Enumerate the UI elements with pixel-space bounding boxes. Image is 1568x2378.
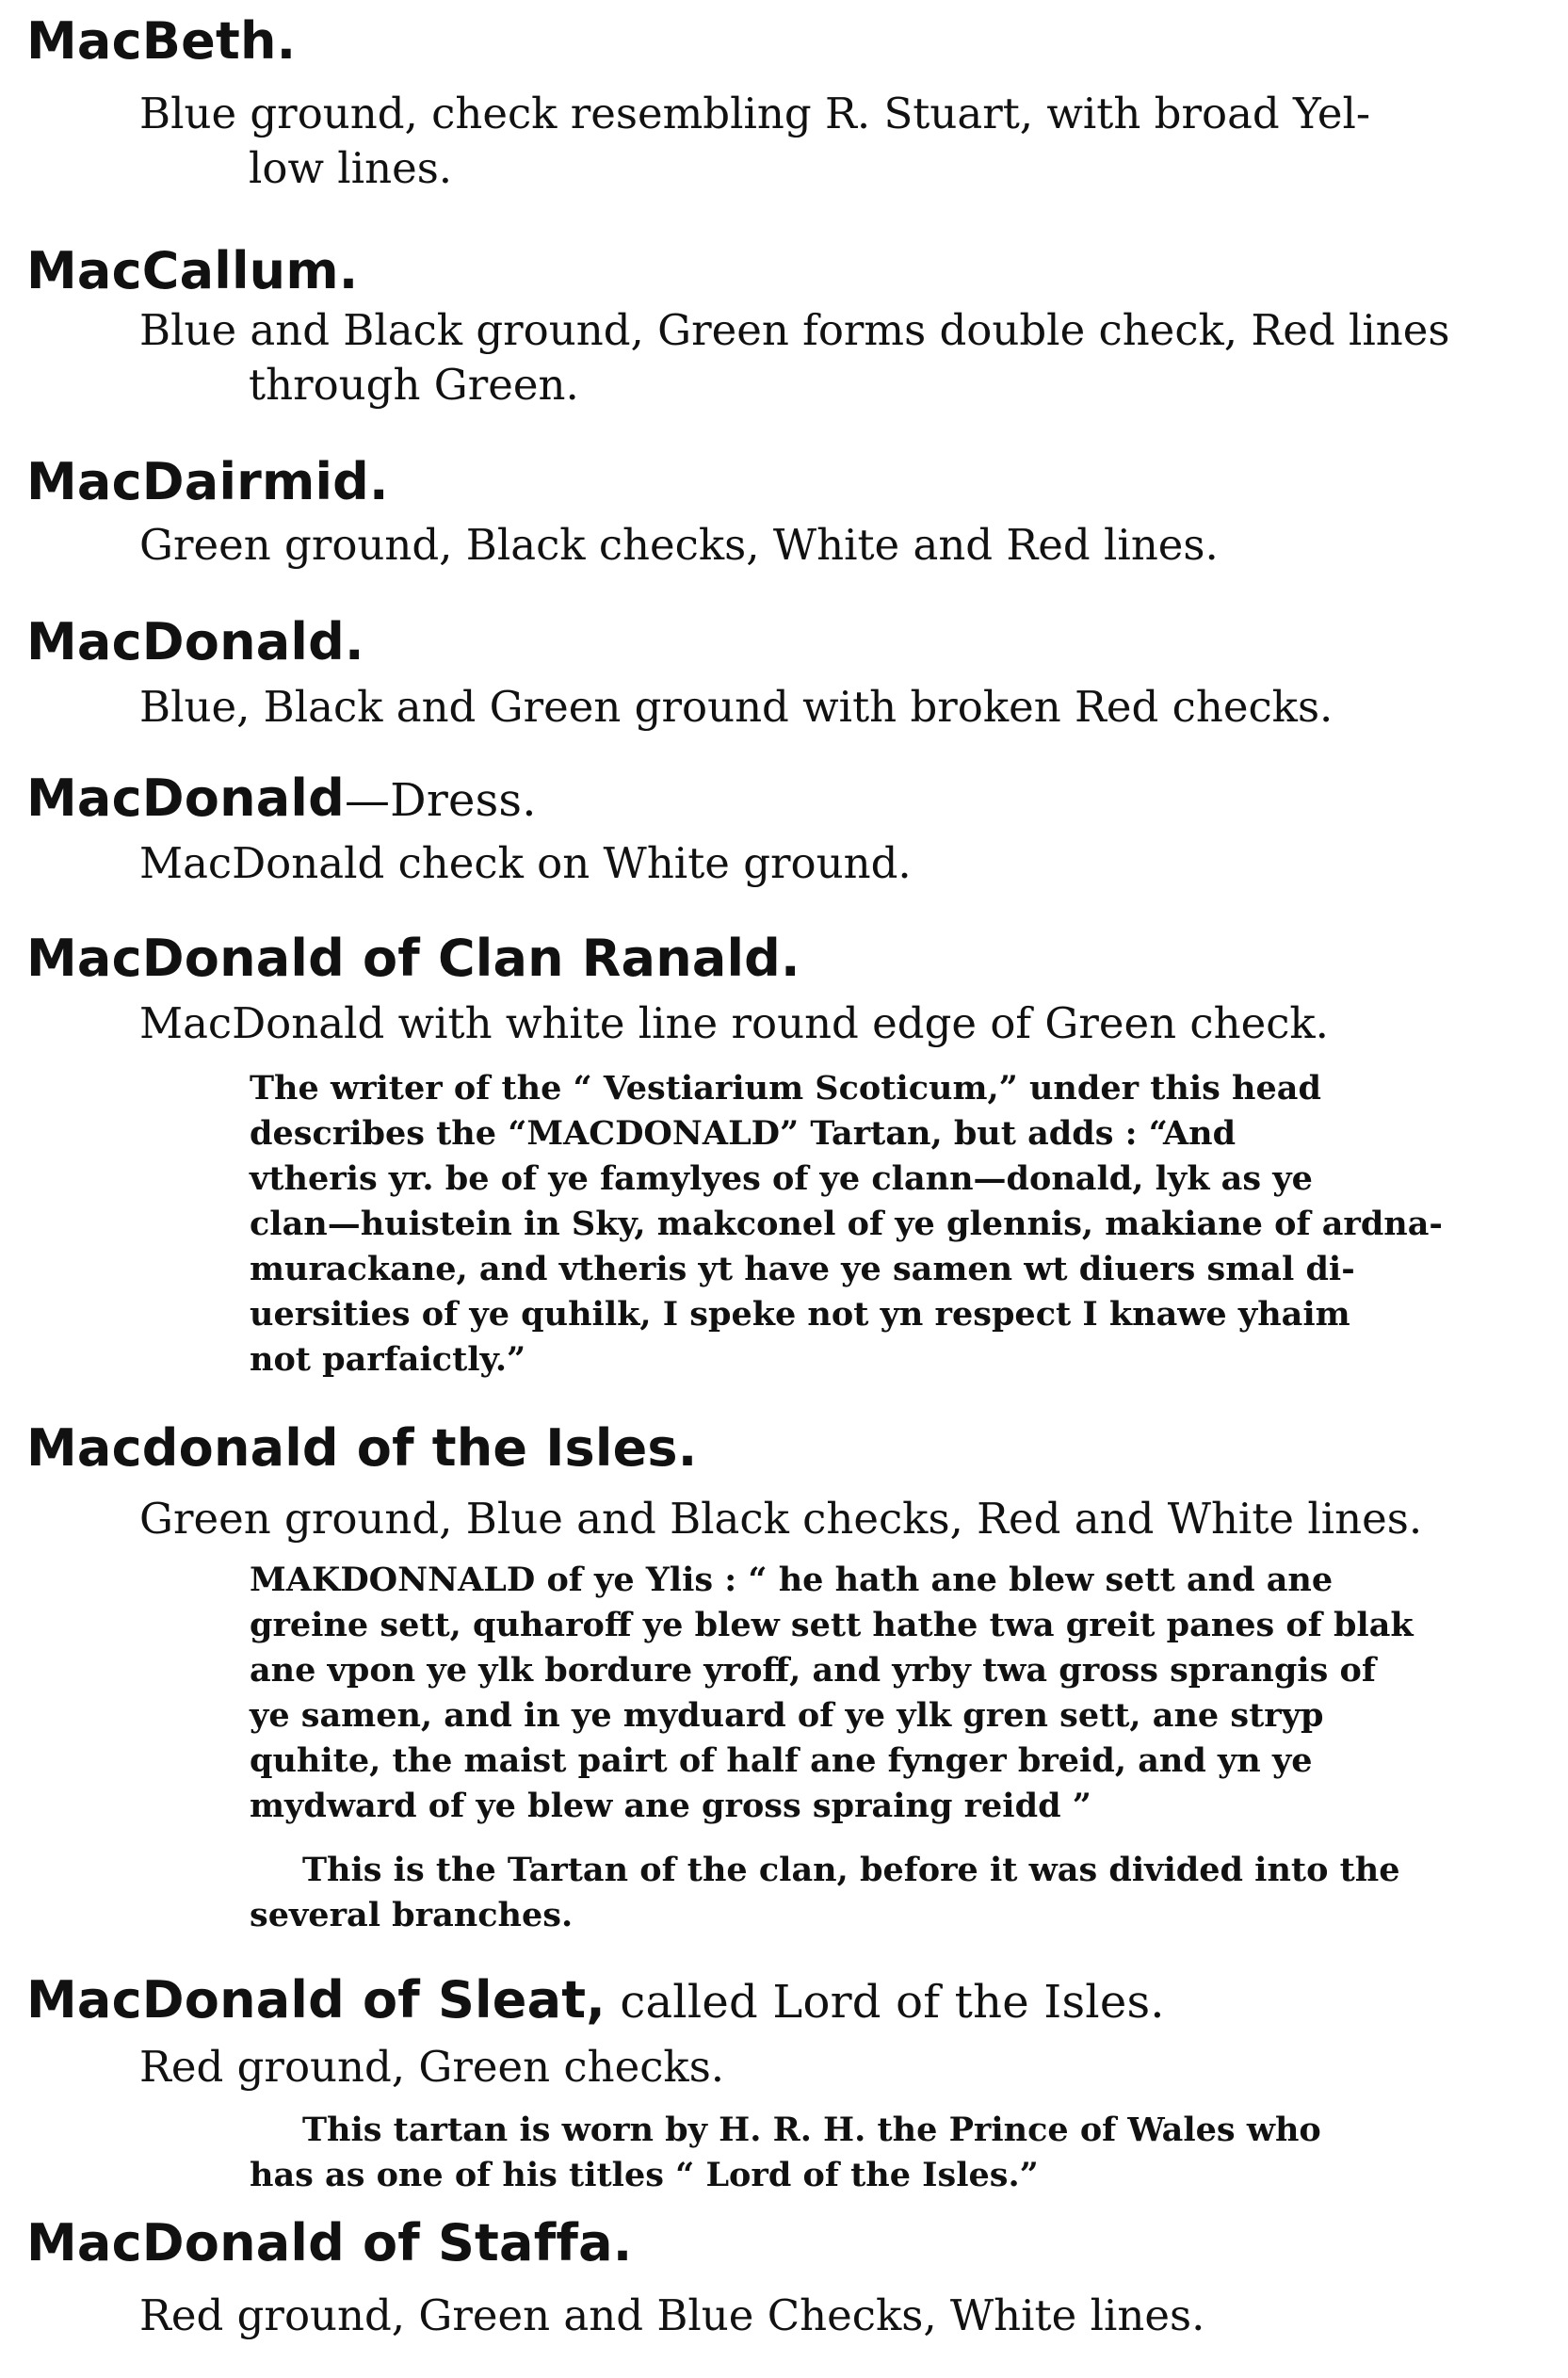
heading-main: MacDonald	[26, 768, 345, 828]
quotation-note	[250, 1558, 1560, 1829]
description-line: MacDonald check on White ground.	[139, 838, 912, 888]
heading-suffix: —Dress.	[344, 774, 537, 827]
explanatory-note	[250, 2108, 1560, 2198]
note-line: not parfaictly.”	[250, 1340, 526, 1379]
entry-description	[139, 2040, 1547, 2095]
entry-description	[139, 303, 1547, 413]
note-line: vtheris yr. be of ye famylyes of ye clann—donald, lyk as ye	[250, 1159, 1313, 1198]
entry-description	[139, 996, 1547, 1051]
note-line: has as one of his titles “ Lord of the Isles.”	[250, 2156, 1039, 2194]
note-line: describes the “MACDONALD” Tartan, but adds : “And	[250, 1114, 1237, 1153]
entry-heading: MacBeth.	[26, 11, 297, 71]
note-line: uersities of ye quhilk, I speke not yn respect I knawe yhaim	[250, 1295, 1350, 1334]
note-line: This is the Tartan of the clan, before it was divided into the	[302, 1851, 1400, 1889]
description-line: Red ground, Green checks.	[139, 2042, 725, 2092]
entry-description	[139, 680, 1547, 735]
entry-description	[139, 518, 1547, 573]
note-line: ane vpon ye ylk bordure yroff, and yrby twa gross sprangis of	[250, 1651, 1376, 1690]
description-line: Blue ground, check resembling R. Stuart, with broad Yel-	[139, 89, 1371, 138]
description-line: low lines.	[249, 143, 453, 193]
note-line: MAKDONNALD of ye Ylis : “ he hath ane blew sett and ane	[250, 1561, 1334, 1599]
entry-heading	[26, 1972, 1165, 2030]
note-line: This tartan is worn by H. R. H. the Prince of Wales who	[302, 2111, 1321, 2149]
description-line: Green ground, Blue and Black checks, Red and White lines.	[139, 1494, 1423, 1544]
entry-heading: MacCallum.	[26, 241, 359, 300]
description-line: Blue, Black and Green ground with broken Red checks.	[139, 682, 1334, 732]
entry-heading: MacDonald of Staffa.	[26, 2213, 633, 2273]
entry-description	[139, 1492, 1547, 1546]
description-line: Red ground, Green and Blue Checks, White lines.	[139, 2290, 1205, 2340]
description-line: Blue and Black ground, Green forms double check, Red lines	[139, 305, 1450, 355]
entry-heading: Macdonald of the Isles.	[26, 1418, 698, 1478]
note-line: clan—huistein in Sky, makconel of ye glennis, makiane of ardna-	[250, 1205, 1443, 1243]
quotation-note	[250, 1066, 1560, 1383]
description-line: through Green.	[249, 360, 579, 410]
entry-heading: MacDonald of Clan Ranald.	[26, 929, 800, 988]
note-line: quhite, the maist pairt of half ane fynger breid, and yn ye	[250, 1741, 1313, 1780]
heading-suffix: called Lord of the Isles.	[605, 1976, 1165, 2029]
entry-description	[139, 87, 1547, 196]
entry-heading: MacDonald.	[26, 612, 364, 671]
entry-heading: MacDairmid.	[26, 452, 389, 511]
note-line: The writer of the “ Vestiarium Scoticum,” under this head	[250, 1069, 1321, 1108]
entry-heading	[26, 770, 537, 829]
note-line: murackane, and vtheris yt have ye samen wt diuers smal di-	[250, 1250, 1355, 1288]
note-line: mydward of ye blew ane gross spraing reidd ”	[250, 1787, 1091, 1825]
explanatory-note	[250, 1848, 1560, 1938]
heading-main: MacDonald of Sleat,	[26, 1970, 606, 2030]
entry-description	[139, 2289, 1547, 2343]
note-line: greine sett, quharoff ye blew sett hathe twa greit panes of blak	[250, 1606, 1414, 1644]
entry-description	[139, 836, 1547, 891]
description-line: MacDonald with white line round edge of Green check.	[139, 998, 1329, 1048]
note-line: ye samen, and in ye myduard of ye ylk gren sett, ane stryp	[250, 1696, 1324, 1735]
description-line: Green ground, Black checks, White and Red lines.	[139, 520, 1219, 570]
note-line: several branches.	[250, 1896, 574, 1934]
